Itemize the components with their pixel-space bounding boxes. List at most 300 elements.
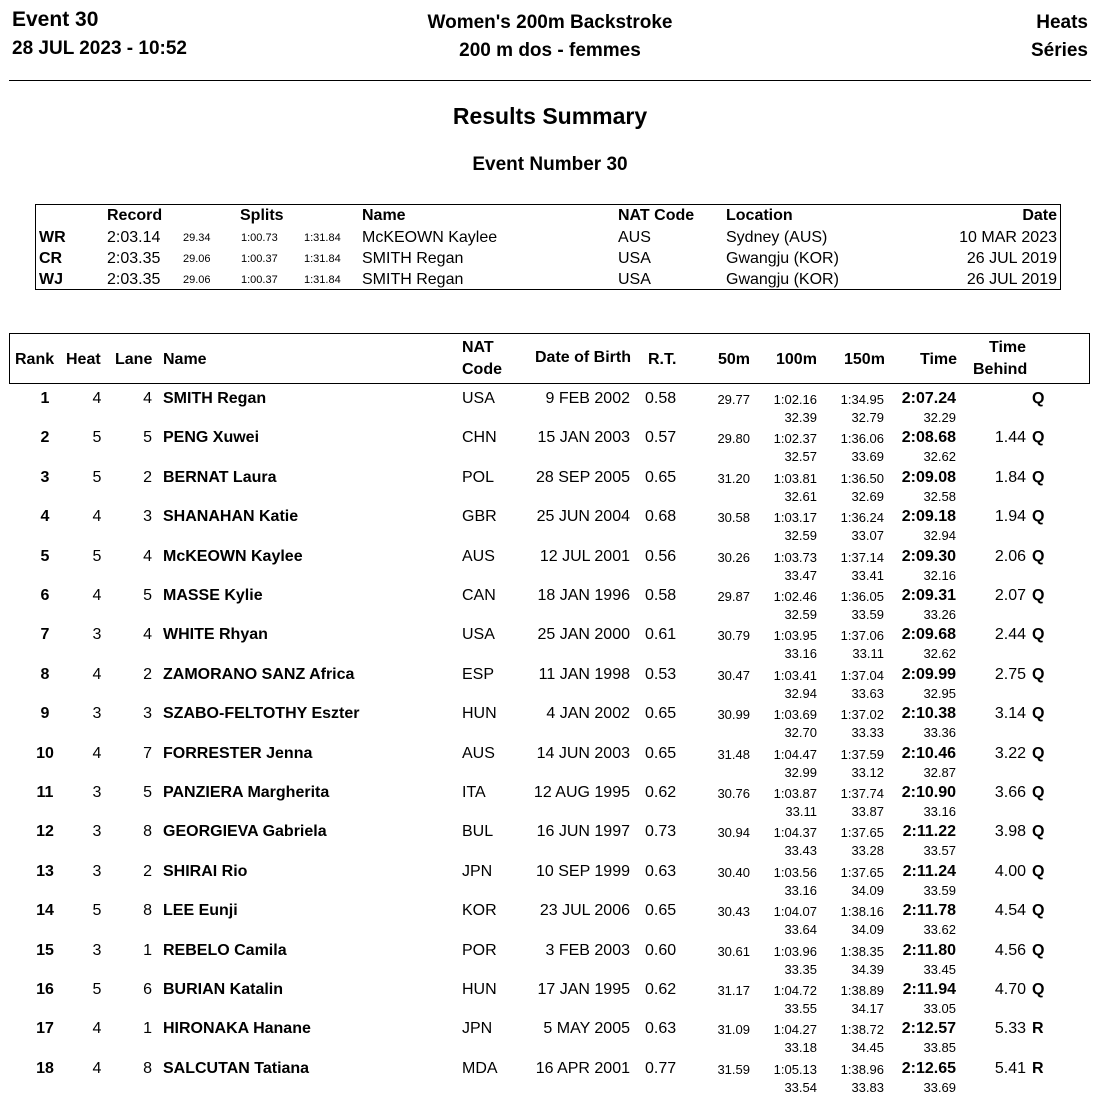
table-row — [0, 467, 1100, 507]
nat-code: JPN — [462, 862, 493, 880]
col-rank: Rank — [15, 351, 55, 368]
records-header-nat: NAT Code — [618, 207, 695, 224]
table-row — [0, 388, 1100, 428]
record-time: 2:03.14 — [107, 229, 161, 246]
final-time: 2:10.90 — [901, 784, 956, 801]
split-150m: 1:36.50 — [840, 470, 884, 486]
split-50m: 30.94 — [717, 825, 750, 841]
table-row — [0, 1058, 1100, 1098]
rank: 1 — [40, 390, 50, 407]
col-150m: 150m — [844, 351, 885, 368]
time-behind: 2.07 — [994, 587, 1026, 604]
nat-code: GBR — [462, 508, 497, 526]
table-row — [0, 664, 1100, 704]
table-row — [0, 940, 1100, 980]
reaction-time: 0.77 — [645, 1059, 677, 1077]
col-rt: R.T. — [648, 351, 677, 368]
rank: 2 — [40, 429, 50, 447]
record-nat: AUS — [618, 229, 651, 246]
rank: 3 — [40, 468, 50, 486]
lane: 1 — [143, 941, 152, 959]
qualification-mark: Q — [1032, 665, 1045, 683]
date-of-birth: 23 JUL 2006 — [539, 902, 630, 920]
lap-100m: 33.18 — [784, 1040, 817, 1056]
reaction-time: 0.62 — [645, 784, 677, 801]
split-150m: 1:36.06 — [840, 431, 884, 447]
record-location: Sydney (AUS) — [726, 229, 828, 246]
lap-100m: 33.16 — [784, 882, 817, 898]
records-table — [35, 204, 1061, 290]
lap-200m: 33.57 — [923, 843, 956, 859]
split-150m: 1:37.02 — [840, 707, 884, 723]
lap-150m: 34.09 — [851, 882, 884, 898]
time-behind: 4.56 — [994, 941, 1026, 959]
nat-code: ITA — [462, 784, 486, 801]
heat: 3 — [92, 941, 102, 959]
lap-200m: 33.16 — [923, 804, 956, 819]
split-50m: 30.47 — [717, 667, 750, 683]
lane: 8 — [143, 902, 152, 920]
date-of-birth: 17 JAN 1995 — [537, 981, 630, 998]
lane: 2 — [143, 665, 152, 683]
date-of-birth: 11 JAN 1998 — [538, 665, 630, 683]
lap-200m: 33.05 — [923, 1001, 956, 1016]
final-time: 2:08.68 — [901, 429, 956, 447]
time-behind: 1.84 — [994, 468, 1026, 486]
lap-100m: 32.99 — [784, 764, 817, 780]
split-50m: 30.58 — [717, 510, 750, 526]
nat-code: AUS — [462, 547, 495, 565]
reaction-time: 0.65 — [645, 705, 677, 723]
athlete-name: SZABO-FELTOTHY Eszter — [163, 705, 360, 723]
split-100m: 1:03.81 — [773, 470, 817, 486]
date-of-birth: 16 APR 2001 — [535, 1059, 630, 1077]
rank: 4 — [40, 508, 50, 526]
rank: 18 — [36, 1059, 54, 1077]
split-50m: 29.80 — [717, 431, 750, 447]
nat-code: MDA — [462, 1059, 498, 1077]
event-name: Women's 200m Backstroke — [427, 12, 673, 33]
lap-150m: 33.63 — [851, 685, 884, 701]
qualification-mark: Q — [1032, 902, 1045, 920]
time-behind: 3.98 — [994, 823, 1026, 841]
rank: 13 — [36, 862, 54, 880]
lane: 3 — [143, 705, 152, 723]
qualification-mark: Q — [1032, 429, 1045, 447]
lane: 1 — [143, 1020, 152, 1038]
split-50m: 30.26 — [717, 549, 750, 565]
reaction-time: 0.65 — [645, 902, 677, 920]
split-50m: 29.87 — [717, 589, 750, 604]
lane: 2 — [143, 468, 152, 486]
records-header-splits: Splits — [240, 207, 284, 224]
date-of-birth: 5 MAY 2005 — [543, 1020, 630, 1038]
col-time-behind: Time — [989, 339, 1027, 356]
athlete-name: HIRONAKA Hanane — [163, 1020, 311, 1038]
lap-100m: 32.39 — [784, 410, 817, 425]
time-behind: 4.70 — [994, 981, 1026, 998]
lap-100m: 33.35 — [784, 961, 817, 977]
lap-200m: 32.16 — [923, 567, 956, 583]
rank: 5 — [40, 547, 50, 565]
athlete-name: McKEOWN Kaylee — [163, 547, 303, 565]
lap-100m: 33.64 — [784, 922, 817, 938]
final-time: 2:10.38 — [901, 705, 956, 723]
split-150m: 1:36.05 — [840, 589, 884, 604]
rank: 11 — [36, 784, 54, 801]
split-50m: 31.17 — [717, 983, 750, 998]
split-150m: 1:37.59 — [840, 746, 884, 762]
lap-200m: 33.36 — [923, 725, 956, 741]
col-heat: Heat — [66, 351, 101, 368]
athlete-name: MASSE Kylie — [163, 587, 263, 604]
record-split-50: 29.06 — [183, 274, 211, 286]
rank: 8 — [40, 665, 50, 683]
final-time: 2:12.65 — [901, 1059, 956, 1077]
lane: 4 — [143, 390, 152, 407]
col-nat: NAT — [462, 339, 494, 356]
time-behind: 2.06 — [994, 547, 1026, 565]
lane: 6 — [143, 981, 152, 998]
qualification-mark: Q — [1032, 626, 1045, 644]
time-behind: 5.41 — [994, 1059, 1026, 1077]
qualification-mark: Q — [1032, 981, 1045, 998]
records-header — [36, 207, 1060, 228]
lap-150m: 33.41 — [851, 567, 884, 583]
athlete-name: BURIAN Katalin — [163, 981, 284, 998]
lap-100m: 32.94 — [784, 685, 817, 701]
date-of-birth: 18 JAN 1996 — [537, 587, 630, 604]
final-time: 2:10.46 — [901, 744, 956, 762]
heat: 3 — [92, 823, 102, 841]
heat: 4 — [92, 1059, 102, 1077]
rank: 15 — [36, 941, 54, 959]
nat-code: CHN — [462, 429, 497, 447]
table-row — [0, 624, 1100, 664]
date-of-birth: 14 JUN 2003 — [536, 744, 630, 762]
event-label: Event 30 — [12, 8, 99, 31]
lap-200m: 32.87 — [923, 764, 956, 780]
split-50m: 30.76 — [717, 786, 750, 801]
record-row — [36, 229, 1060, 250]
qualification-mark: Q — [1032, 823, 1045, 841]
record-holder: SMITH Regan — [362, 271, 464, 288]
lap-100m: 32.59 — [784, 528, 817, 544]
record-split-100: 1:00.37 — [241, 253, 278, 265]
reaction-time: 0.63 — [645, 1020, 677, 1038]
split-100m: 1:02.16 — [773, 392, 817, 407]
lap-150m: 34.39 — [851, 961, 884, 977]
final-time: 2:11.22 — [902, 823, 956, 841]
heat: 4 — [92, 587, 102, 604]
athlete-name: FORRESTER Jenna — [163, 744, 313, 762]
reaction-time: 0.73 — [645, 823, 677, 841]
date-of-birth: 10 SEP 1999 — [535, 862, 630, 880]
rank: 14 — [36, 902, 54, 920]
date-of-birth: 15 JAN 2003 — [537, 429, 630, 447]
heat: 3 — [92, 705, 102, 723]
athlete-name: SALCUTAN Tatiana — [163, 1059, 310, 1077]
event-name-french: 200 m dos - femmes — [459, 40, 641, 61]
lap-200m: 32.58 — [923, 488, 956, 504]
lap-150m: 33.28 — [851, 843, 884, 859]
split-100m: 1:03.73 — [773, 549, 817, 565]
nat-code: KOR — [462, 902, 497, 920]
split-100m: 1:03.96 — [773, 943, 817, 959]
round-label-french: Séries — [1030, 40, 1088, 61]
record-time: 2:03.35 — [107, 250, 161, 267]
time-behind: 1.94 — [994, 508, 1026, 526]
lap-200m: 33.69 — [923, 1079, 956, 1095]
table-row — [0, 743, 1100, 783]
heat: 5 — [92, 429, 102, 447]
split-150m: 1:38.35 — [840, 943, 884, 959]
qualification-mark: Q — [1032, 862, 1045, 880]
qualification-mark: Q — [1032, 744, 1045, 762]
date-of-birth: 28 SEP 2005 — [535, 468, 630, 486]
qualification-mark: Q — [1032, 941, 1045, 959]
split-150m: 1:37.74 — [840, 786, 884, 801]
qualification-mark: Q — [1032, 508, 1045, 526]
time-behind: 4.00 — [994, 862, 1026, 880]
page-subtitle: Event Number 30 — [472, 154, 628, 175]
lap-200m: 33.26 — [923, 607, 956, 622]
results-header — [9, 333, 1090, 384]
split-100m: 1:05.13 — [773, 1061, 817, 1077]
date-of-birth: 25 JUN 2004 — [536, 508, 630, 526]
athlete-name: ZAMORANO SANZ Africa — [163, 665, 355, 683]
lap-150m: 34.09 — [851, 922, 884, 938]
record-split-50: 29.34 — [183, 232, 211, 244]
time-behind: 2.75 — [994, 665, 1026, 683]
table-row — [0, 979, 1100, 1019]
heat: 3 — [92, 784, 102, 801]
final-time: 2:11.24 — [902, 862, 956, 880]
record-date: 10 MAR 2023 — [959, 229, 1057, 246]
lane: 4 — [143, 547, 152, 565]
records-header-name: Name — [362, 207, 406, 224]
athlete-name: SHIRAI Rio — [163, 862, 248, 880]
rank: 17 — [36, 1020, 54, 1038]
lane: 4 — [143, 626, 152, 644]
lap-100m: 33.43 — [784, 843, 817, 859]
lane: 2 — [143, 862, 152, 880]
lane: 3 — [143, 508, 152, 526]
record-time: 2:03.35 — [107, 271, 161, 288]
split-100m: 1:03.95 — [773, 628, 817, 644]
date-of-birth: 3 FEB 2003 — [545, 941, 630, 959]
nat-code: HUN — [462, 981, 497, 998]
page-title: Results Summary — [452, 103, 648, 129]
lane: 8 — [143, 823, 152, 841]
reaction-time: 0.60 — [645, 941, 677, 959]
lane: 8 — [143, 1059, 152, 1077]
rank: 12 — [36, 823, 54, 841]
rank: 16 — [36, 981, 54, 998]
rank: 7 — [40, 626, 50, 644]
time-behind: 5.33 — [994, 1020, 1026, 1038]
split-100m: 1:04.07 — [773, 904, 817, 920]
split-150m: 1:37.06 — [840, 628, 884, 644]
nat-code: JPN — [462, 1020, 493, 1038]
record-holder: SMITH Regan — [362, 250, 464, 267]
heat: 5 — [92, 547, 102, 565]
record-nat: USA — [618, 250, 651, 267]
split-50m: 29.77 — [717, 392, 750, 407]
lap-200m: 33.62 — [923, 922, 956, 938]
split-50m: 31.59 — [717, 1061, 750, 1077]
record-split-100: 1:00.73 — [241, 232, 278, 244]
nat-code: ESP — [462, 665, 495, 683]
heat: 4 — [92, 508, 102, 526]
lap-100m: 33.47 — [784, 567, 817, 583]
record-split-100: 1:00.37 — [241, 274, 278, 286]
col-time-behind-2: Behind — [973, 361, 1028, 378]
col-100m: 100m — [776, 351, 817, 368]
split-150m: 1:37.65 — [840, 864, 884, 880]
qualification-mark: Q — [1032, 468, 1045, 486]
heat: 4 — [92, 665, 102, 683]
final-time: 2:09.99 — [901, 665, 956, 683]
col-nat-code: Code — [462, 361, 502, 378]
date-of-birth: 25 JAN 2000 — [537, 626, 630, 644]
col-dob: Date of Birth — [535, 349, 631, 366]
heat: 5 — [92, 468, 102, 486]
nat-code: POR — [462, 941, 497, 959]
records-header-record: Record — [107, 207, 163, 224]
final-time: 2:07.24 — [901, 390, 956, 407]
athlete-name: PANZIERA Margherita — [163, 784, 330, 801]
reaction-time: 0.58 — [645, 390, 677, 407]
col-name: Name — [163, 351, 207, 368]
time-behind: 3.66 — [994, 784, 1026, 801]
split-50m: 31.09 — [717, 1022, 750, 1038]
record-split-150: 1:31.84 — [304, 232, 341, 244]
reaction-time: 0.65 — [645, 744, 677, 762]
time-behind: 2.44 — [994, 626, 1026, 644]
split-50m: 30.40 — [717, 864, 750, 880]
reaction-time: 0.58 — [645, 587, 677, 604]
round-label: Heats — [1036, 12, 1088, 33]
final-time: 2:09.31 — [901, 587, 956, 604]
final-time: 2:11.94 — [902, 981, 956, 998]
lap-150m: 33.33 — [851, 725, 884, 741]
table-row — [0, 861, 1100, 901]
lap-150m: 34.45 — [851, 1040, 884, 1056]
final-time: 2:09.08 — [901, 468, 956, 486]
split-100m: 1:02.46 — [773, 589, 817, 604]
final-time: 2:11.78 — [902, 902, 956, 920]
lap-100m: 33.16 — [784, 646, 817, 662]
lap-150m: 33.12 — [851, 764, 884, 780]
split-100m: 1:04.37 — [773, 825, 817, 841]
col-50m: 50m — [718, 351, 751, 368]
heat: 3 — [92, 862, 102, 880]
lap-100m: 32.70 — [784, 725, 817, 741]
athlete-name: LEE Eunji — [163, 902, 238, 920]
reaction-time: 0.53 — [645, 665, 677, 683]
lap-200m: 32.62 — [923, 449, 956, 465]
record-type: WR — [39, 229, 66, 246]
lap-100m: 33.54 — [784, 1079, 817, 1095]
lap-150m: 33.59 — [851, 607, 884, 622]
qualification-mark: R — [1032, 1020, 1044, 1038]
nat-code: BUL — [462, 823, 494, 841]
table-row — [0, 821, 1100, 861]
nat-code: HUN — [462, 705, 497, 723]
date-of-birth: 4 JAN 2002 — [546, 705, 630, 723]
split-50m: 30.61 — [717, 943, 750, 959]
lap-100m: 33.55 — [784, 1001, 817, 1016]
lap-150m: 33.69 — [851, 449, 884, 465]
split-150m: 1:36.24 — [840, 510, 884, 526]
lap-100m: 33.11 — [785, 804, 817, 819]
rank: 10 — [36, 744, 54, 762]
table-row — [0, 427, 1100, 467]
split-100m: 1:03.41 — [773, 667, 817, 683]
split-150m: 1:38.96 — [840, 1061, 884, 1077]
date-of-birth: 16 JUN 1997 — [536, 823, 630, 841]
table-row — [0, 506, 1100, 546]
reaction-time: 0.63 — [645, 862, 677, 880]
lap-150m: 33.07 — [851, 528, 884, 544]
final-time: 2:09.68 — [901, 626, 956, 644]
heat: 3 — [92, 626, 102, 644]
record-row — [36, 250, 1060, 271]
split-150m: 1:37.65 — [840, 825, 884, 841]
final-time: 2:11.80 — [902, 941, 956, 959]
lap-200m: 32.95 — [923, 685, 956, 701]
split-100m: 1:04.47 — [773, 746, 817, 762]
nat-code: USA — [462, 626, 495, 644]
split-100m: 1:02.37 — [773, 431, 817, 447]
lap-100m: 32.59 — [784, 607, 817, 622]
split-150m: 1:37.14 — [840, 549, 884, 565]
time-behind: 3.14 — [994, 705, 1026, 723]
split-50m: 30.79 — [717, 628, 750, 644]
record-type: WJ — [39, 271, 63, 288]
reaction-time: 0.65 — [645, 468, 677, 486]
athlete-name: BERNAT Laura — [163, 468, 277, 486]
qualification-mark: Q — [1032, 587, 1045, 604]
split-100m: 1:04.72 — [773, 983, 817, 998]
split-50m: 30.99 — [717, 707, 750, 723]
split-150m: 1:37.04 — [840, 667, 884, 683]
athlete-name: SHANAHAN Katie — [163, 508, 299, 526]
lap-200m: 32.62 — [923, 646, 956, 662]
reaction-time: 0.56 — [645, 547, 677, 565]
date-of-birth: 12 JUL 2001 — [539, 547, 630, 565]
heat: 4 — [92, 1020, 102, 1038]
lap-150m: 33.87 — [851, 804, 884, 819]
rank: 6 — [40, 587, 50, 604]
lane: 7 — [143, 744, 152, 762]
split-100m: 1:03.87 — [773, 786, 817, 801]
athlete-name: PENG Xuwei — [163, 429, 260, 447]
lap-100m: 32.61 — [784, 488, 817, 504]
split-150m: 1:38.72 — [840, 1022, 884, 1038]
lap-150m: 34.17 — [851, 1001, 884, 1016]
time-behind: 1.44 — [994, 429, 1026, 447]
records-header-location: Location — [726, 207, 793, 224]
date-of-birth: 12 AUG 1995 — [533, 784, 630, 801]
split-100m: 1:03.56 — [773, 864, 817, 880]
qualification-mark: Q — [1032, 547, 1045, 565]
nat-code: USA — [462, 390, 495, 407]
reaction-time: 0.62 — [645, 981, 677, 998]
header-divider — [9, 80, 1091, 81]
lap-200m: 33.45 — [923, 961, 956, 977]
